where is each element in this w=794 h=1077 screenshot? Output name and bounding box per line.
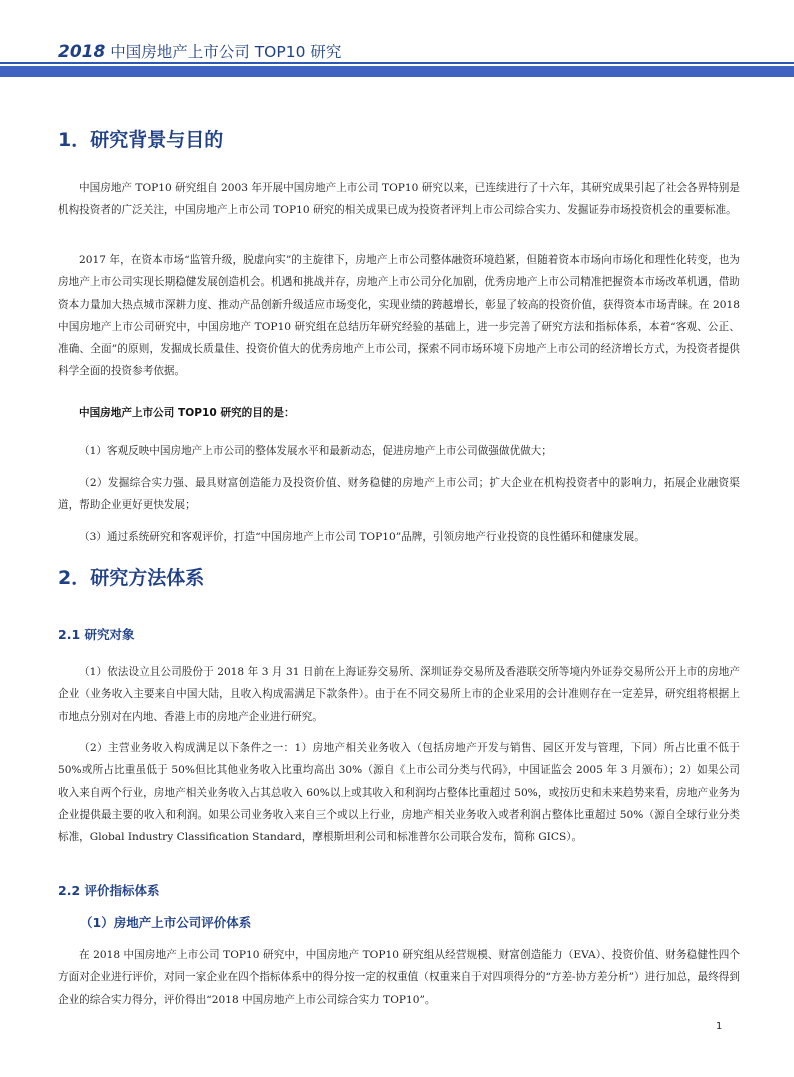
section-1-paragraph-2: 2017 年，在资本市场“监管升级，脱虚向实”的主旋律下，房地产上市公司整体融资环境趋紧，但随着资本市场向市场化和理性化转变，也为房地产上市公司实现长期稳健发展创造机会。机遇和挑战并存，房地产上市公司分化加剧，优秀房地产上市公司精准把握资本市场改革机遇，借助资本力量加大热点城市深耕力度、推动产品创新升级适应市场变化，实现业绩的跨越增长，彰显了较高的投资价值，获得资本市场青睐。在 2018 中国房地产上市公司研究中，中国房地产 TOP10 研究组在总结历年研究经验的基础上，进一步完善了研究方法和指标体系，本着“客观、公正、准确、全面”的原则，发掘成长质量佳、投资价值大的优秀房地产上市公司，探索不同市场环境下房地产上市公司的经济增长方式，为投资者提供科学全面的投资参考依据。 — [58, 254, 740, 378]
section-2-2-paragraph: 在 2018 中国房地产上市公司 TOP10 研究中，中国房地产 TOP10 研究组从经营规模、财富创造能力（EVA）、投资价值、财务稳健性四个方面对企业进行评价，对同一家企业在四个指标体系中的得分按一定的权重值（权重来自于对四项得分的“方差-协方差分析”）进行加总，最终得到企业的综合实力得分，评价得出“2018 中国房地产上市公司综合实力 TOP10”。 — [58, 949, 740, 1006]
section-2-1-heading: 2.1 研究对象 — [58, 627, 135, 642]
header-year: 2018 — [58, 42, 106, 62]
section-1-paragraph-1: 中国房地产 TOP10 研究组自 2003 年开展中国房地产上市公司 TOP10 研究以来，已连续进行了十六年，其研究成果引起了社会各界特别是机构投资者的广泛关注，中国房地产上市公司 TOP10 研究的相关成果已成为投资者评判上市公司综合实力、发掘证券市场投资机会的重要标准。 — [58, 182, 740, 217]
page-number: 1 — [716, 1021, 723, 1032]
purpose-title: 中国房地产上市公司 TOP10 研究的目的是： — [79, 407, 295, 419]
section-2-2-heading: 2.2 评价指标体系 — [58, 883, 160, 898]
section-2-2-1-heading: （1）房地产上市公司评价体系 — [80, 915, 252, 930]
section-2-1-paragraph-1: （1）依法设立且公司股份于 2018 年 3 月 31 日前在上海证券交易所、深圳证券交易所及香港联交所等境内外证券交易所公开上市的房地产企业（业务收入主要来自中国大陆，且收入构成需满足下款条件）。由于在不同交易所上市的企业采用的会计准则存在一定差异，研究组将根据上市地点分别对在内地、香港上市的房地产企业进行研究。 — [58, 666, 740, 723]
section-2-heading: 2．研究方法体系 — [58, 567, 205, 589]
section-1-heading: 1．研究背景与目的 — [58, 129, 224, 151]
purpose-item-2: （2）发掘综合实力强、最具财富创造能力及投资价值、财务稳健的房地产上市公司；扩大企业在机构投资者中的影响力，拓展企业融资渠道，帮助企业更好更快发展； — [58, 477, 740, 512]
section-2-1-paragraph-2: （2）主营业务收入构成满足以下条件之一：1）房地产相关业务收入（包括房地产开发与销售、园区开发与管理，下同）所占比重不低于 50%或所占比重虽低于 50%但比其他业务收入比重均高出 30%（源自《上市公司分类与代码》，中国证监会 2005 年 3 月颁布）；2）如果公司收入来自两个行业，房地产相关业务收入占其总收入 60%以上或其收入和利润均占整体比重超过 50%，或按历史和未来趋势来看，房地产业务为企业提供最主要的收入和利润。如果公司业务收入来自三个或以上行业，房地产相关业务收入或者利润占整体比重超过 50%（源自全球行业分类标准，Global Industry Classification Standard，摩根斯坦利公司和标准普尔公司联合发布，简称 GICS）。 — [58, 742, 740, 844]
purpose-item-3: （3）通过系统研究和客观评价，打造“中国房地产上市公司 TOP10”品牌，引领房地产行业投资的良性循环和健康发展。 — [79, 531, 645, 543]
header-title — [58, 40, 341, 62]
header-rule-thick — [0, 66, 794, 77]
header-rule-thin — [0, 62, 794, 64]
page-header — [0, 0, 794, 70]
purpose-item-1: （1）客观反映中国房地产上市公司的整体发展水平和最新动态，促进房地产上市公司做强做优做大； — [79, 445, 552, 457]
header-title-text: 中国房地产上市公司 TOP10 研究 — [110, 43, 342, 61]
